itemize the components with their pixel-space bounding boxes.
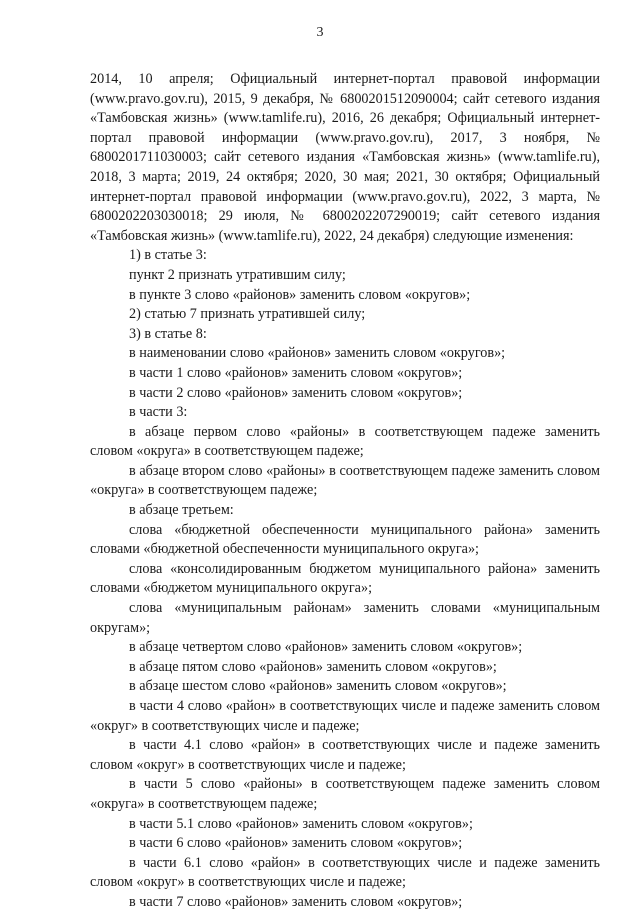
- paragraph: слова «бюджетной обеспеченности муниципального района» заменить словами «бюджетной обеспеченности муниципального округа»;: [90, 521, 600, 558]
- paragraph: в части 7 слово «районов» заменить словом «округов»;: [129, 893, 463, 910]
- document-body: [90, 70, 600, 913]
- paragraph-article-7: 2) статью 7 признать утратившей силу;: [129, 306, 366, 323]
- paragraph: в абзаце четвертом слово «районов» заменить словом «округов»;: [129, 639, 523, 656]
- paragraph: в части 5.1 слово «районов» заменить словом «округов»;: [129, 815, 473, 832]
- paragraph: слова «консолидированным бюджетом муниципального района» заменить словами «бюджетом муниципального округа»;: [90, 560, 600, 597]
- paragraph: в наименовании слово «районов» заменить словом «округов»;: [129, 345, 506, 362]
- paragraph: в абзаце пятом слово «районов» заменить словом «округов»;: [129, 658, 497, 675]
- paragraph-publication-sources: 2014, 10 апреля; Официальный интернет-портал правовой информации (www.pravo.gov.ru), 2015, 9 декабря, № 6800201512090004; сайт сетевого издания «Тамбовская жизнь» (www.tamlife.ru), 2016, 26 декабря; Официальный интернет-портал правовой информации (www.pravo.gov.ru), 2017, 3 ноября, № 6800201711030003; сайт сетевого издания «Тамбовская жизнь» (www.tamlife.ru), 2018, 3 марта; 2019, 24 октября; 2020, 30 мая; 2021, 30 октября; Официальный интернет-портал правовой информации (www.pravo.gov.ru), 2022, 3 марта, № 6800202203030018; 29 июля, № 6800202207290019; сайт сетевого издания «Тамбовская жизнь» (www.tamlife.ru), 2022, 24 декабря) следующие изменения:: [90, 71, 600, 244]
- paragraph: в части 5 слово «районы» в соответствующем падеже заменить словом «округа» в соответствующем падеже;: [90, 776, 600, 812]
- paragraph: в части 2 слово «районов» заменить словом «округов»;: [129, 384, 463, 401]
- paragraph-third-abzac: в абзаце третьем:: [129, 502, 234, 519]
- paragraph: в части 1 слово «районов» заменить словом «округов»;: [129, 364, 463, 381]
- paragraph: слова «муниципальным районам» заменить словами «муниципальным округам»;: [90, 600, 600, 636]
- paragraph: в абзаце первом слово «районы» в соответствующем падеже заменить словом «округа» в соответствующем падеже;: [90, 423, 600, 460]
- page-number: 3: [316, 25, 324, 40]
- paragraph-article-3: 1) в статье 3:: [129, 247, 207, 264]
- paragraph: в пункте 3 слово «районов» заменить словом «округов»;: [129, 286, 471, 303]
- paragraph: в абзаце втором слово «районы» в соответствующем падеже заменить словом «округа» в соответствующем падеже;: [90, 462, 600, 499]
- paragraph: в части 4.1 слово «район» в соответствующих числе и падеже заменить словом «округ» в соответствующих числе и падеже;: [90, 737, 600, 773]
- paragraph: в абзаце шестом слово «районов» заменить словом «округов»;: [129, 678, 507, 695]
- paragraph-article-8: 3) в статье 8:: [129, 325, 207, 342]
- paragraph: в части 6.1 слово «район» в соответствующих числе и падеже заменить словом «округ» в соответствующих числе и падеже;: [90, 854, 600, 891]
- paragraph: в части 4 слово «район» в соответствующих числе и падеже заменить словом «округ» в соответствующих числе и падеже;: [90, 698, 600, 734]
- paragraph: в части 6 слово «районов» заменить словом «округов»;: [129, 835, 463, 852]
- paragraph-part-3: в части 3:: [129, 404, 188, 421]
- paragraph: пункт 2 признать утратившим силу;: [129, 266, 346, 283]
